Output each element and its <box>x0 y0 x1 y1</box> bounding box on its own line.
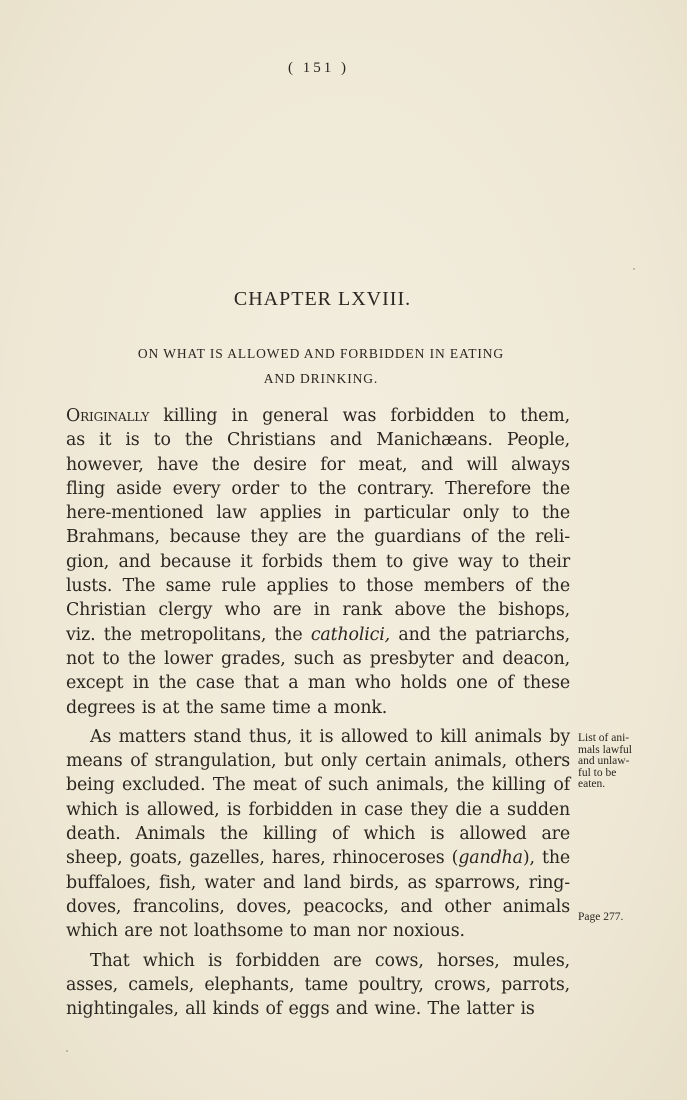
page-number: ( 151 ) <box>288 60 349 76</box>
paper-speck <box>633 268 635 270</box>
italic-term: gandha <box>458 848 523 869</box>
body-text <box>66 404 570 1021</box>
opening-word: Originally <box>66 406 150 426</box>
margin-note-line: mals lawful <box>578 743 632 756</box>
chapter-subtitle-line: ON WHAT IS ALLOWED AND FORBIDDEN IN EATING <box>137 346 505 361</box>
text-line: doves, francolins, doves, peacocks, and other animals <box>66 896 570 917</box>
text-line <box>66 846 570 870</box>
margin-note-line: and unlaw- <box>578 755 630 767</box>
chapter-subtitle <box>66 341 576 391</box>
paper-speck <box>66 1050 68 1052</box>
text-line: death. Animals the killing of which is allowed are <box>66 824 570 845</box>
text-line: lusts. The same rule applies to those members of the <box>66 576 570 597</box>
margin-note-line: ful to be <box>578 766 617 779</box>
text-line: which are not loathsome to man nor noxious. <box>66 921 465 942</box>
text-line: except in the case that a man who holds one of these <box>66 673 570 694</box>
text-line: That which is forbidden are cows, horses, mules, <box>90 950 570 971</box>
chapter-subtitle-line: AND DRINKING. <box>263 371 379 386</box>
text-line: As matters stand thus, it is allowed to kill animals by <box>90 726 570 747</box>
text-line: fling aside every order to the contrary. Therefore the <box>66 478 570 499</box>
text-line: here-mentioned law applies in particular only to the <box>66 503 570 524</box>
text-line <box>66 404 570 428</box>
text-line: which is allowed, is forbidden in case they die a sudden <box>66 799 570 820</box>
text-line: not to the lower grades, such as presbyter and deacon, <box>66 648 570 669</box>
paragraph <box>66 949 570 1022</box>
line-text: ), the <box>522 848 571 869</box>
line-text: killing in general was forbidden to them, <box>149 406 570 426</box>
line-text: and the patriarchs, <box>390 624 570 645</box>
text-line: Christian clergy who are in rank above the bishops, <box>66 600 570 621</box>
text-line: degrees is at the same time a monk. <box>66 697 388 718</box>
text-line: as it is to the Christians and Manichæans. People, <box>66 430 570 451</box>
margin-page-reference: Page 277. <box>578 911 624 923</box>
text-line: nightingales, all kinds of eggs and wine. The latter is <box>66 999 535 1020</box>
chapter-title: CHAPTER LXVIII. <box>233 288 412 310</box>
paragraph <box>66 725 570 944</box>
line-text: viz. the metropolitans, the <box>66 624 311 645</box>
margin-note-line: eaten. <box>578 778 606 790</box>
paragraph <box>66 404 570 720</box>
text-line: gion, and because it forbids them to give way to their <box>66 551 570 572</box>
text-line: however, have the desire for meat, and will always <box>66 454 570 475</box>
line-text: sheep, goats, gazelles, hares, rhinoceroses ( <box>66 848 459 869</box>
text-line: buffaloes, fish, water and land birds, as sparrows, ring- <box>66 872 570 893</box>
margin-note <box>578 733 668 791</box>
margin-note-line: List of ani- <box>578 732 630 744</box>
italic-term: catholici, <box>310 624 391 645</box>
text-line: being excluded. The meat of such animals, the killing of <box>66 775 570 796</box>
text-line <box>66 623 570 647</box>
text-line: asses, camels, elephants, tame poultry, crows, parrots, <box>66 974 570 995</box>
text-line: Brahmans, because they are the guardians of the reli- <box>66 527 570 548</box>
text-line: means of strangulation, but only certain animals, others <box>66 751 570 772</box>
